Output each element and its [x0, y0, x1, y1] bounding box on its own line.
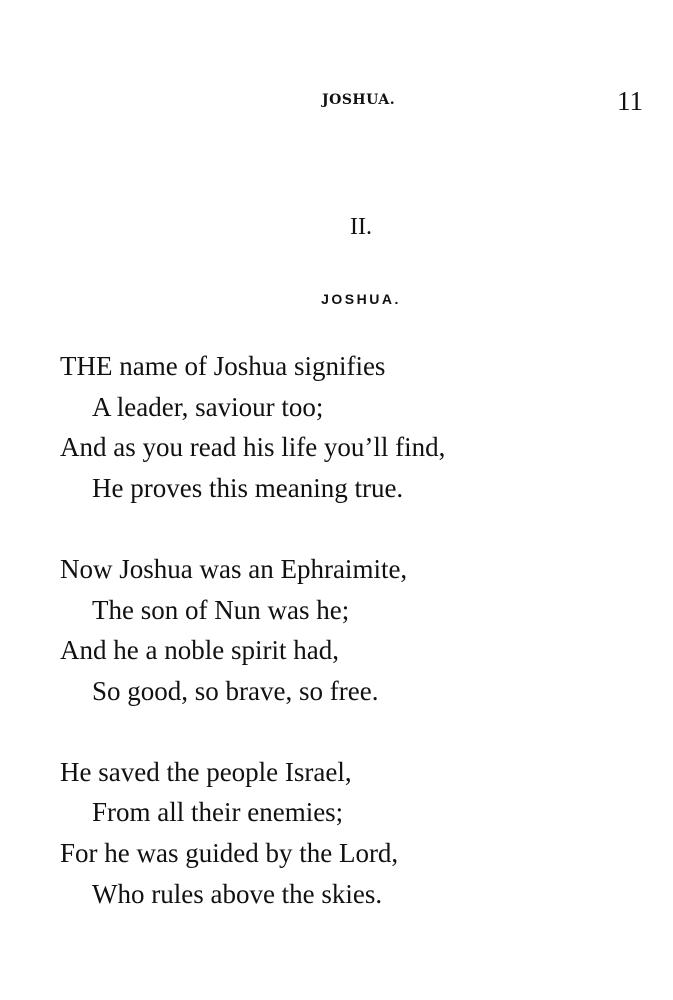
poem-line: Now Joshua was an Ephraimite, [60, 553, 408, 584]
stanza-3 [60, 752, 620, 915]
poem-line: He proves this meaning true. [92, 473, 404, 504]
poem-line: For he was guided by the Lord, [60, 838, 399, 869]
poem-line: And he a noble spirit had, [60, 635, 339, 666]
poem-line: A leader, saviour too; [92, 391, 324, 422]
poem-line: Who rules above the skies. [92, 878, 383, 909]
page-number: 11 [617, 86, 643, 116]
poem-line: The son of Nun was he; [92, 594, 350, 625]
stanza-2 [60, 549, 620, 712]
poem-line: He saved the people Israel, [60, 756, 352, 787]
stanza-1 [60, 346, 620, 509]
poem-line: From all their enemies; [92, 797, 344, 828]
poem-line: And as you read his life you’ll find, [60, 432, 446, 463]
poem-line: THE name of Joshua signifies [60, 351, 386, 381]
poem-title: JOSHUA. [321, 291, 401, 307]
poem [60, 346, 620, 954]
running-head [0, 88, 673, 118]
chapter-number: II. [350, 214, 372, 240]
running-title: JOSHUA. [322, 92, 396, 108]
poem-line: So good, so brave, so free. [92, 675, 379, 706]
